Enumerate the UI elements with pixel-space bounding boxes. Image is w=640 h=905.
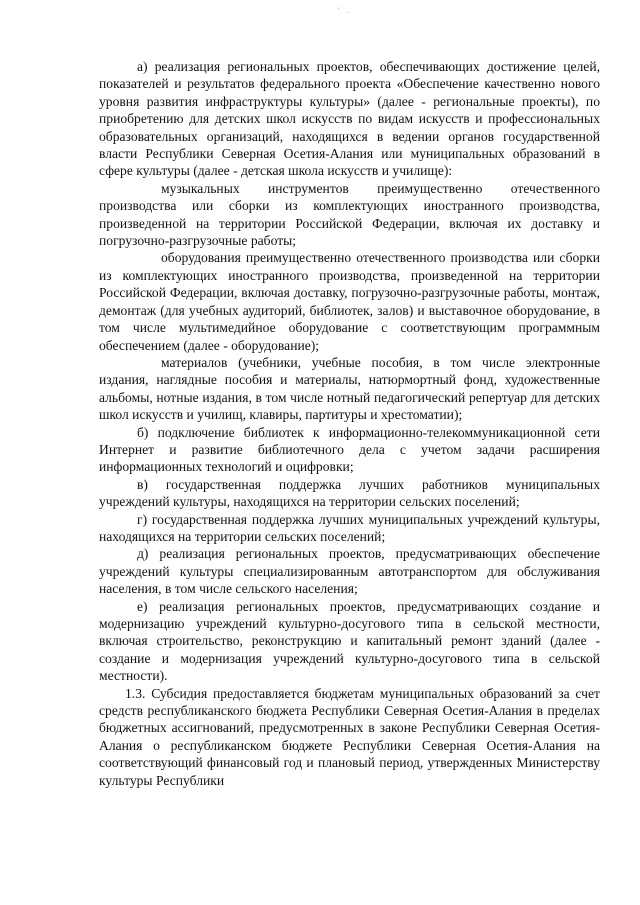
paragraph-d-motor-transport: д) реализация региональных проектов, предусматривающих обеспечение учреждений культуры специализированным автотранспортом для обслуживания населения, в том числе сельского населения; xyxy=(99,546,600,597)
paragraph-musical-instruments: музыкальных инструментов преимущественно отечественного производства или сборки из комплектующих иностранного производства, произведенной на территории Российской Федерации, включая их доставку и погрузочно-разгрузочные работы; xyxy=(99,180,600,249)
paragraph-materials: материалов (учебники, учебные пособия, в том числе электронные издания, наглядные пособия и материалы, натюрмортный фонд, художественные альбомы, нотные издания, в том числе нотный педагогический репертуар для детских школ искусств и училищ, клавиры, партитуры и хрестоматии); xyxy=(99,354,600,423)
paragraph-e-cultural-leisure: е) реализация региональных проектов, предусматривающих создание и модернизацию учреждений культурно-досугового типа в сельской местности, включая строительство, реконструкцию и капитальный ремонт зданий (далее - создание и модернизация учреждений культурно-досугового типа в сельской местности). xyxy=(99,598,600,684)
paragraph-clause-1-3-subsidy: 1.3. Субсидия предоставляется бюджетам муниципальных образований за счет средств республиканского бюджета Республики Северная Осетия-Алания в пределах бюджетных ассигнований, предусмотренных в законе Республики Северная Осетия-Алания о республиканском бюджете Республики Северная Осетия-Алания на соответствующий финансовый год и плановый период, утвержденных Министерству культуры Республики xyxy=(99,685,600,788)
paragraph-g-best-institutions: г) государственная поддержка лучших муниципальных учреждений культуры, находящихся на территории сельских поселений; xyxy=(99,511,600,544)
document-body xyxy=(99,58,600,789)
page-top-marks: ' . xyxy=(338,6,353,15)
paragraph-b-libraries: б) подключение библиотек к информационно-телекоммуникационной сети Интернет и развитие библиотечного дела с учетом задачи расширения информационных технологий и оцифровки; xyxy=(99,424,600,475)
paragraph-equipment: оборудования преимущественно отечественного производства или сборки из комплектующих иностранного производства, произведенной на территории Российской Федерации, включая доставку, погрузочно-разгрузочные работы, монтаж, демонтаж (для учебных аудиторий, библиотек, залов) и выставочное оборудование, в том числе мультимедийное оборудование с соответствующим программным обеспечением (далее - оборудование); xyxy=(99,250,600,353)
paragraph-v-best-workers: в) государственная поддержка лучших работников муниципальных учреждений культуры, находящихся на территории сельских поселений; xyxy=(99,476,600,510)
paragraph-a-regional-projects: а) реализация региональных проектов, обеспечивающих достижение целей, показателей и результатов федерального проекта «Обеспечение качественно нового уровня развития инфраструктуры культуры» (далее - региональные проекты), по приобретению для детских школ искусств по видам искусств и профессиональных образовательных организаций, находящихся в ведении органов государственной власти Республики Северная Осетия-Алания или муниципальных образований в сфере культуры (далее - детская школа искусств и училище): xyxy=(99,59,600,179)
